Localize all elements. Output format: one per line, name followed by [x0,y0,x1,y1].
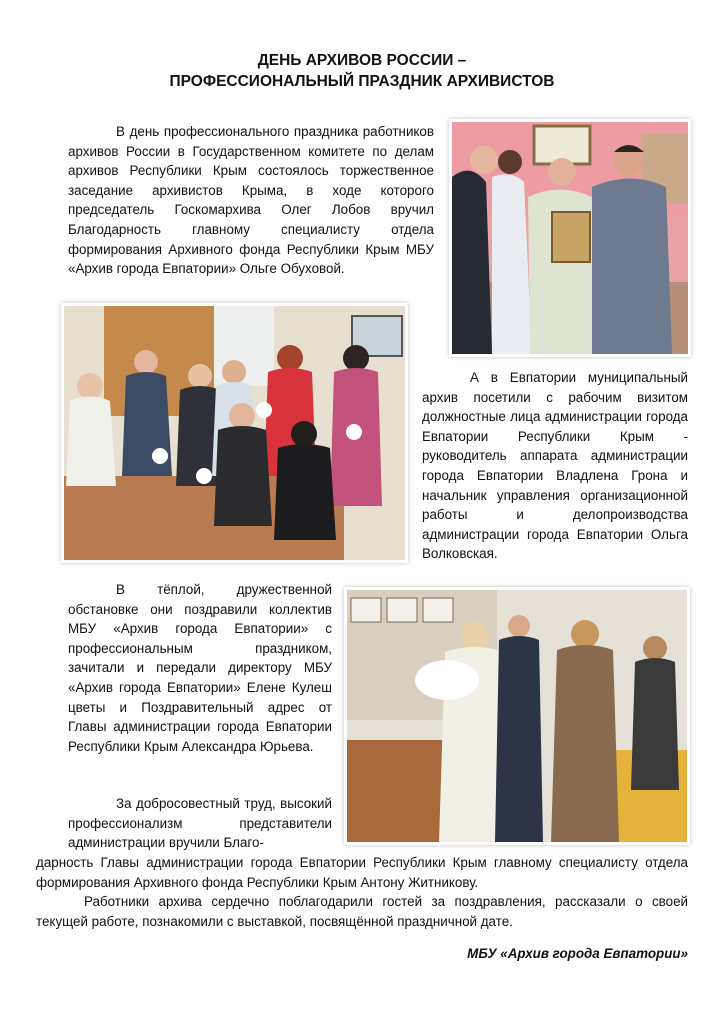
paragraph-3: В тёплой, дружественной обстановке они поздравили коллектив МБУ «Архив города Евпатории» с профессиональным праздником, зачитали и передали директору МБУ «Архив города Евпатории» Елене Кулеш цветы и Поздравительный адрес от Главы администрации города Евпатории Республики Крым Александра Юрьева. [68,582,332,754]
signature: МБУ «Архив города Евпатории» [467,946,688,961]
photo-archive-visit [347,590,687,842]
paragraph-4-end: дарность Главы администрации города Евпатории Республики Крым главному специалисту отдела формирования Архивного фонда Республики Крым Антону Житникову. [36,855,688,890]
title-line-1: ДЕНЬ АРХИВОВ РОССИИ – [257,52,467,69]
paragraph-4-start: За добросовестный труд, высокий профессионализм представители администрации вручили Благо- [68,796,332,851]
paragraph-1: В день профессионального праздника работников архивов России в Государственном комитете по делам архивов Республики Крым состоялось торжественное заседание архивистов Крыма, в ходе которого председатель Госкомархива Олег Лобов вручил Благодарность главному специалисту отдела формирования Архивного фонда Республики Крым МБУ «Архив города Евпатории» Ольге Обуховой. [68,124,434,277]
title-line-2: ПРОФЕССИОНАЛЬНЫЙ ПРАЗДНИК АРХИВИСТОВ [169,73,555,90]
article-title [0,50,724,92]
paragraph-5: Работники архива сердечно поблагодарили гостей за поздравления, рассказали о своей текущей работе, познакомили с выставкой, посвящённой праздничной дате. [36,894,688,929]
photo-archive-staff [64,306,405,560]
paragraph-2: А в Евпатории муниципальный архив посетили с рабочим визитом должностные лица администрации города Евпатории Республики Крым - руководитель аппарата администрации города Евпатории Владлена Грона и начальник управления организационной работы и делопроизводства администрации города Евпатории Ольга Волковская. [422,370,688,562]
photo-award-ceremony [452,122,688,354]
